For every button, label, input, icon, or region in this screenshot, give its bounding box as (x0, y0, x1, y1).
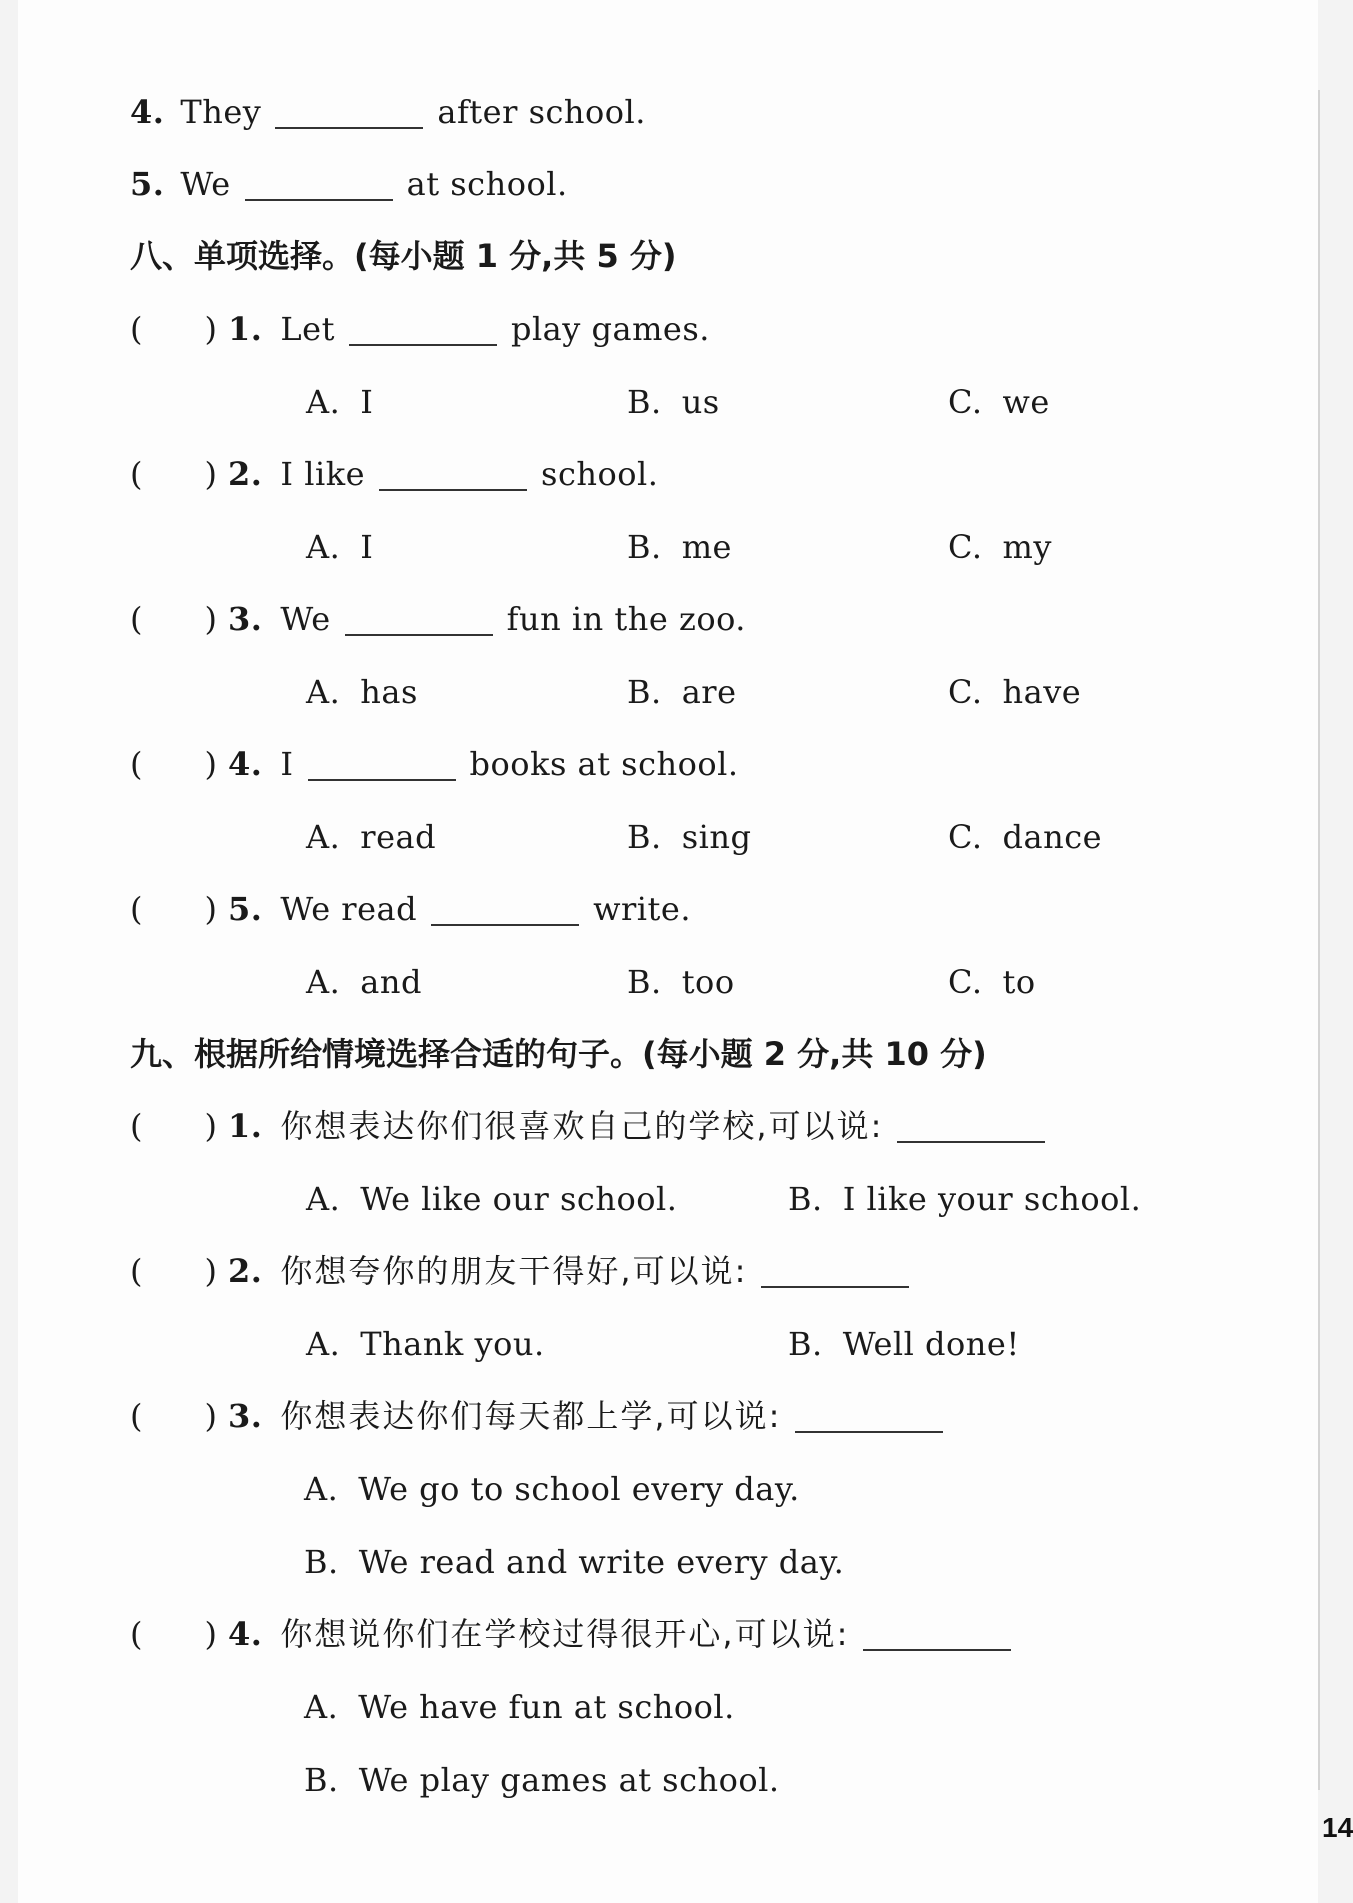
item-number: 4. (130, 93, 165, 131)
item-text-before: We (180, 165, 231, 203)
option-b[interactable]: B. are (627, 673, 737, 711)
question-text-after: school. (541, 455, 659, 493)
fill-item-5 (130, 164, 568, 204)
fill-item-4 (130, 92, 646, 132)
answer-blank[interactable] (431, 894, 579, 926)
question-number: 2. (228, 1252, 263, 1290)
option-a[interactable]: A. We have fun at school. (304, 1688, 735, 1726)
item-text-before: They (180, 93, 262, 131)
question-number: 2. (228, 455, 263, 493)
question-number: 3. (228, 600, 263, 638)
question-number: 1. (228, 310, 263, 348)
item-text-after: after school. (437, 93, 646, 131)
option-b[interactable]: B. I like your school. (788, 1180, 1142, 1218)
answer-blank[interactable] (245, 169, 393, 201)
question-prompt: 你想表达你们每天都上学,可以说: (280, 1397, 782, 1435)
question-text-before: I (280, 745, 294, 783)
option-b[interactable]: B. Well done! (788, 1325, 1020, 1363)
option-a[interactable]: A. has (306, 673, 418, 711)
answer-bracket[interactable]: ( ) (130, 310, 217, 348)
question-number: 4. (228, 745, 263, 783)
item-text-after: at school. (406, 165, 568, 203)
answer-blank[interactable] (345, 604, 493, 636)
answer-bracket[interactable]: ( ) (130, 455, 217, 493)
question-text-after: write. (593, 890, 691, 928)
option-a[interactable]: A. I (306, 528, 374, 566)
option-c[interactable]: C. we (948, 383, 1050, 421)
option-b[interactable]: B. We read and write every day. (304, 1543, 845, 1581)
answer-blank[interactable] (863, 1619, 1011, 1651)
question-text-before: We read (280, 890, 418, 928)
question-text-before: Let (280, 310, 335, 348)
question-text-after: fun in the zoo. (506, 600, 746, 638)
question-prompt: 你想夸你的朋友干得好,可以说: (280, 1252, 748, 1290)
option-b[interactable]: B. sing (627, 818, 752, 856)
question-text-after: books at school. (469, 745, 739, 783)
option-b[interactable]: B. too (627, 963, 735, 1001)
option-b[interactable]: B. us (627, 383, 720, 421)
option-b[interactable]: B. me (627, 528, 732, 566)
question-number: 4. (228, 1615, 263, 1653)
page-number: 14 (1322, 1812, 1353, 1843)
answer-bracket[interactable]: ( ) (130, 1107, 217, 1145)
question-text-after: play games. (510, 310, 710, 348)
option-a[interactable]: A. and (306, 963, 422, 1001)
answer-bracket[interactable]: ( ) (130, 1252, 217, 1290)
answer-bracket[interactable]: ( ) (130, 890, 217, 928)
answer-blank[interactable] (761, 1256, 909, 1288)
answer-blank[interactable] (349, 314, 497, 346)
option-a[interactable]: A. read (306, 818, 437, 856)
option-c[interactable]: C. have (948, 673, 1082, 711)
answer-blank[interactable] (897, 1111, 1045, 1143)
question-number: 5. (228, 890, 263, 928)
question-text-before: We (280, 600, 331, 638)
option-a[interactable]: A. I (306, 383, 374, 421)
option-c[interactable]: C. my (948, 528, 1052, 566)
answer-blank[interactable] (795, 1401, 943, 1433)
page-edge-rule (1318, 90, 1320, 1790)
answer-bracket[interactable]: ( ) (130, 1397, 217, 1435)
answer-bracket[interactable]: ( ) (130, 1615, 217, 1653)
section-8-title: 八、单项选择。(每小题 1 分,共 5 分) (130, 237, 677, 275)
item-number: 5. (130, 165, 165, 203)
question-prompt: 你想说你们在学校过得很开心,可以说: (280, 1615, 850, 1653)
answer-blank[interactable] (308, 749, 456, 781)
option-b[interactable]: B. We play games at school. (304, 1761, 780, 1799)
question-number: 3. (228, 1397, 263, 1435)
answer-blank[interactable] (379, 459, 527, 491)
option-a[interactable]: A. We like our school. (306, 1180, 678, 1218)
option-c[interactable]: C. dance (948, 818, 1103, 856)
question-prompt: 你想表达你们很喜欢自己的学校,可以说: (280, 1107, 884, 1145)
option-c[interactable]: C. to (948, 963, 1036, 1001)
answer-bracket[interactable]: ( ) (130, 600, 217, 638)
option-a[interactable]: A. We go to school every day. (304, 1470, 800, 1508)
section-9-title: 九、根据所给情境选择合适的句子。(每小题 2 分,共 10 分) (130, 1035, 987, 1073)
question-text-before: I like (280, 455, 366, 493)
question-number: 1. (228, 1107, 263, 1145)
option-a[interactable]: A. Thank you. (306, 1325, 545, 1363)
answer-blank[interactable] (275, 97, 423, 129)
answer-bracket[interactable]: ( ) (130, 745, 217, 783)
